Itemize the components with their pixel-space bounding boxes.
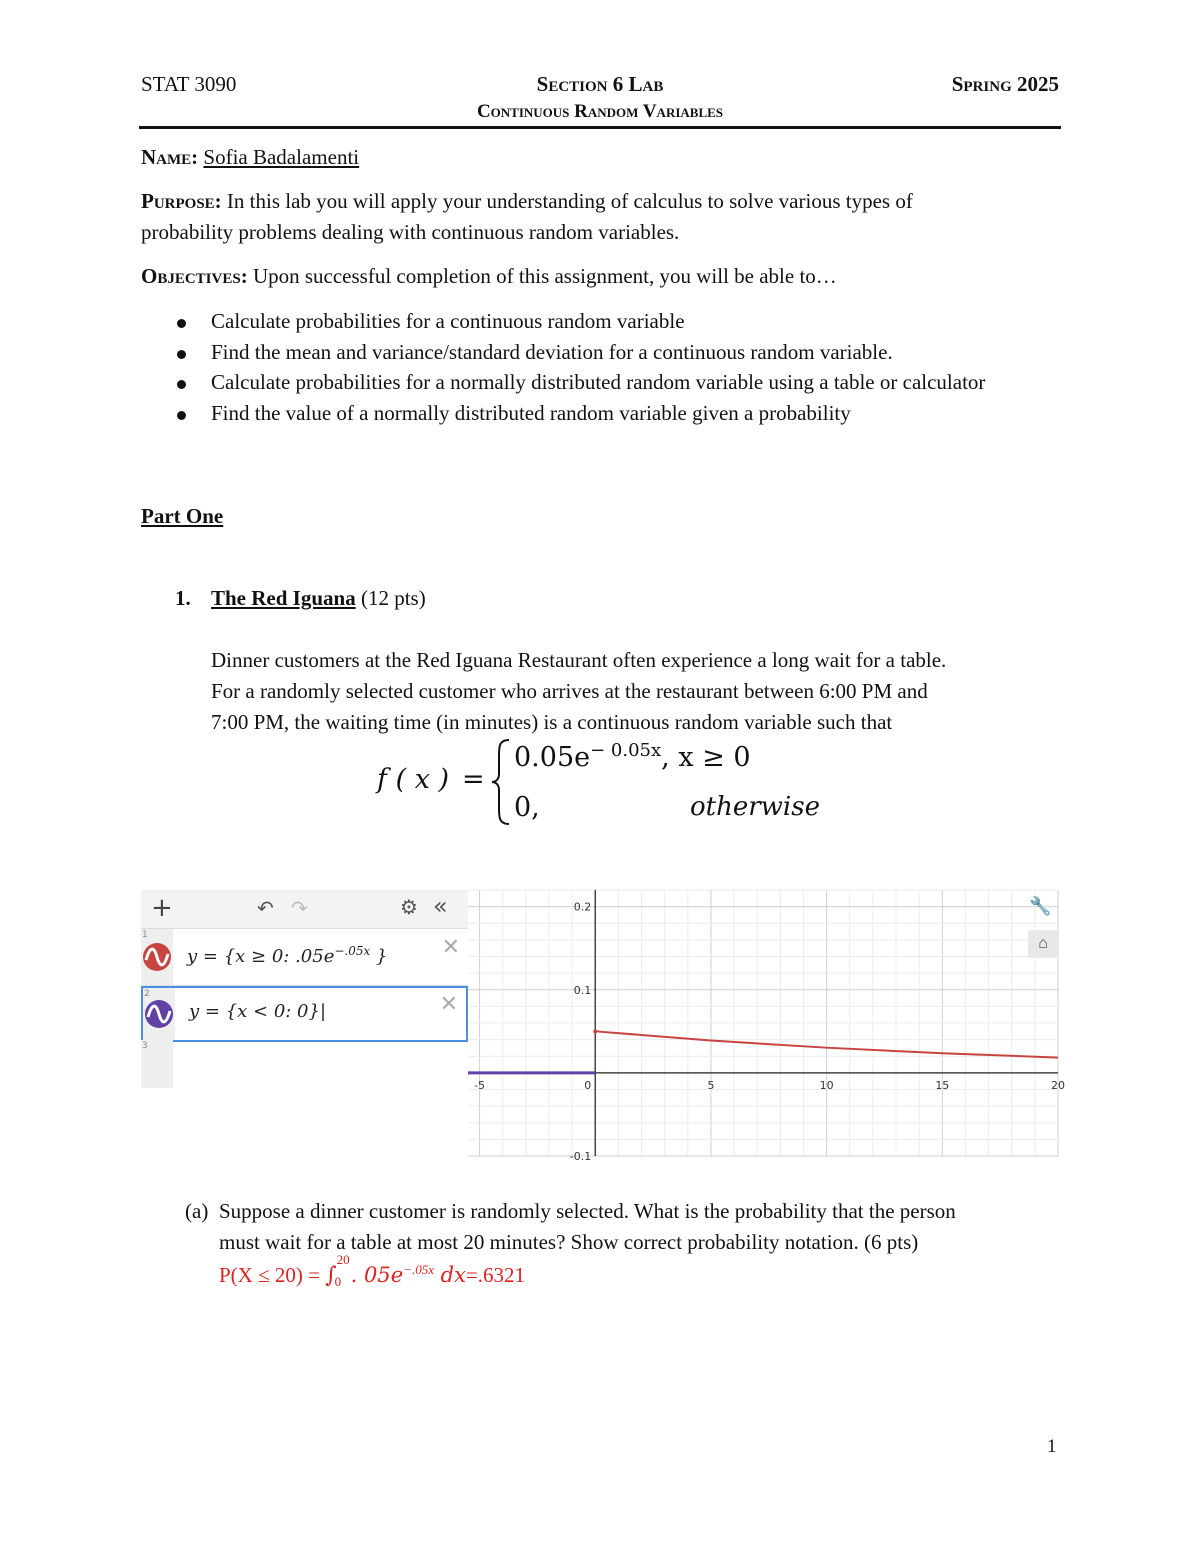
purpose-label: Purpose: bbox=[141, 189, 222, 213]
empty-expression-gutter bbox=[141, 1040, 173, 1088]
graph-toggle-icon[interactable] bbox=[143, 943, 171, 971]
part-a-text-2: must wait for a table at most 20 minutes? Show correct probability notation. (6 pts) bbox=[219, 1230, 919, 1254]
question-title: The Red Iguana bbox=[211, 586, 356, 610]
graph-grid bbox=[468, 890, 1058, 1156]
expression-row[interactable] bbox=[141, 929, 468, 986]
question-body-1: Dinner customers at the Red Iguana Restaurant often experience a long wait for a table. bbox=[211, 648, 947, 672]
purpose-text-1: In this lab you will apply your understanding of calculus to solve various types of bbox=[226, 189, 913, 213]
y-tick-label: 0.2 bbox=[573, 900, 592, 914]
expression-1-exponent: −.05x bbox=[334, 944, 371, 958]
part-a-answer bbox=[219, 1252, 526, 1289]
x-tick-label: -5 bbox=[474, 1078, 486, 1092]
part-a-text-1: Suppose a dinner customer is randomly selected. What is the probability that the person bbox=[219, 1199, 956, 1223]
student-name: Sofia Badalamenti bbox=[203, 145, 360, 169]
answer-result: =.6321 bbox=[465, 1263, 526, 1287]
course-code: STAT 3090 bbox=[141, 72, 237, 96]
document-subtitle: Continuous Random Variables bbox=[476, 101, 724, 122]
y-tick-label: -0.1 bbox=[569, 1150, 592, 1163]
name-line bbox=[141, 142, 359, 173]
question-heading bbox=[211, 583, 426, 614]
integral-lower: 0 bbox=[334, 1274, 342, 1289]
row-number: 1 bbox=[142, 930, 148, 940]
case1-condition: , x ≥ 0 bbox=[661, 742, 751, 773]
collapse-panel-icon[interactable]: « bbox=[433, 892, 448, 920]
undo-icon[interactable]: ↶ bbox=[257, 896, 274, 920]
question-points: (12 pts) bbox=[360, 586, 426, 610]
redo-icon[interactable]: ↷ bbox=[291, 896, 308, 920]
answer-lhs: P(X ≤ 20) = bbox=[219, 1263, 326, 1287]
add-expression-icon[interactable]: + bbox=[151, 893, 173, 923]
part-title: Part One bbox=[141, 504, 224, 528]
answer-exponent: −.05x bbox=[403, 1262, 434, 1277]
delete-expression-icon[interactable]: ✕ bbox=[439, 992, 458, 1017]
expression-row-active[interactable] bbox=[141, 986, 468, 1042]
formula-otherwise: otherwise bbox=[690, 792, 820, 822]
question-body-2: For a randomly selected customer who arrives at the restaurant between 6:00 PM and bbox=[211, 679, 928, 703]
expression-gutter bbox=[141, 929, 173, 985]
purpose bbox=[141, 186, 1061, 248]
formula-lhs: f ( x ) bbox=[377, 764, 450, 795]
purpose-text-2: probability problems dealing with continuous random variables. bbox=[141, 220, 680, 244]
objective-item: Calculate probabilities for a continuous random variable bbox=[175, 306, 1015, 337]
objective-item: Calculate probabilities for a normally distributed random variable using a table or calculator bbox=[175, 367, 991, 398]
graph-series bbox=[468, 1029, 1058, 1073]
x-tick-label: 0 bbox=[584, 1078, 592, 1092]
series-start-point bbox=[593, 1029, 597, 1033]
desmos-toolbar bbox=[141, 890, 468, 929]
question-number: 1. bbox=[175, 586, 191, 610]
formula-brace bbox=[490, 738, 512, 826]
home-icon[interactable]: ⌂ bbox=[1028, 930, 1058, 958]
objectives-label: Objectives: bbox=[141, 264, 248, 288]
name-label: Name: bbox=[141, 145, 199, 169]
question-body bbox=[211, 645, 1061, 738]
term: Spring 2025 bbox=[951, 72, 1059, 96]
desmos-expression-panel bbox=[141, 890, 468, 1156]
section-title: Section 6 Lab bbox=[536, 72, 664, 96]
delete-expression-icon[interactable]: ✕ bbox=[441, 935, 460, 960]
graph-toggle-icon[interactable] bbox=[145, 1000, 173, 1028]
page-number: 1 bbox=[1047, 1436, 1057, 1457]
formula-equals: = bbox=[462, 764, 485, 795]
x-tick-label: 5 bbox=[707, 1078, 715, 1092]
row-number: 3 bbox=[142, 1041, 148, 1051]
expression-1 bbox=[187, 944, 387, 967]
objective-item: Find the mean and variance/standard deviation for a continuous random variable. bbox=[175, 337, 1015, 368]
expression-gutter bbox=[143, 988, 175, 1040]
formula-case-2: 0, bbox=[514, 792, 540, 823]
wrench-icon[interactable]: 🔧 bbox=[1029, 896, 1052, 916]
x-tick-label: 15 bbox=[935, 1078, 950, 1092]
answer-dx: dx bbox=[433, 1263, 466, 1287]
part-a-question bbox=[219, 1196, 1059, 1258]
objectives-line bbox=[141, 261, 837, 292]
case1-exponent: − 0.05x bbox=[590, 740, 662, 761]
x-tick-label: 10 bbox=[819, 1078, 834, 1092]
expression-1-text: y = {x ≥ 0: .05e bbox=[187, 946, 335, 967]
row-number: 2 bbox=[144, 989, 150, 999]
desmos-graph[interactable] bbox=[468, 890, 1065, 1163]
header-rule bbox=[139, 126, 1061, 129]
answer-integrand: . 05e bbox=[350, 1263, 404, 1287]
answer-integral: ∫ bbox=[325, 1263, 337, 1288]
y-tick-label: 0.1 bbox=[573, 983, 592, 997]
integral-limits bbox=[334, 1252, 351, 1289]
part-a-label: (a) bbox=[185, 1199, 209, 1223]
formula-case-1 bbox=[514, 740, 751, 773]
expression-2: y = {x < 0: 0}| bbox=[189, 1001, 327, 1022]
integral-upper: 20 bbox=[336, 1252, 350, 1267]
x-tick-label: 20 bbox=[1051, 1078, 1065, 1092]
objective-item: Find the value of a normally distributed random variable given a probability bbox=[175, 398, 1015, 429]
objectives-intro: Upon successful completion of this assignment, you will be able to… bbox=[252, 264, 837, 288]
case1-expr: 0.05e bbox=[514, 742, 591, 773]
question-body-3: 7:00 PM, the waiting time (in minutes) is a continuous random variable such that bbox=[211, 710, 893, 734]
expression-1-end: } bbox=[375, 946, 388, 967]
settings-gear-icon[interactable]: ⚙ bbox=[400, 895, 418, 919]
objectives-list bbox=[175, 306, 1015, 428]
